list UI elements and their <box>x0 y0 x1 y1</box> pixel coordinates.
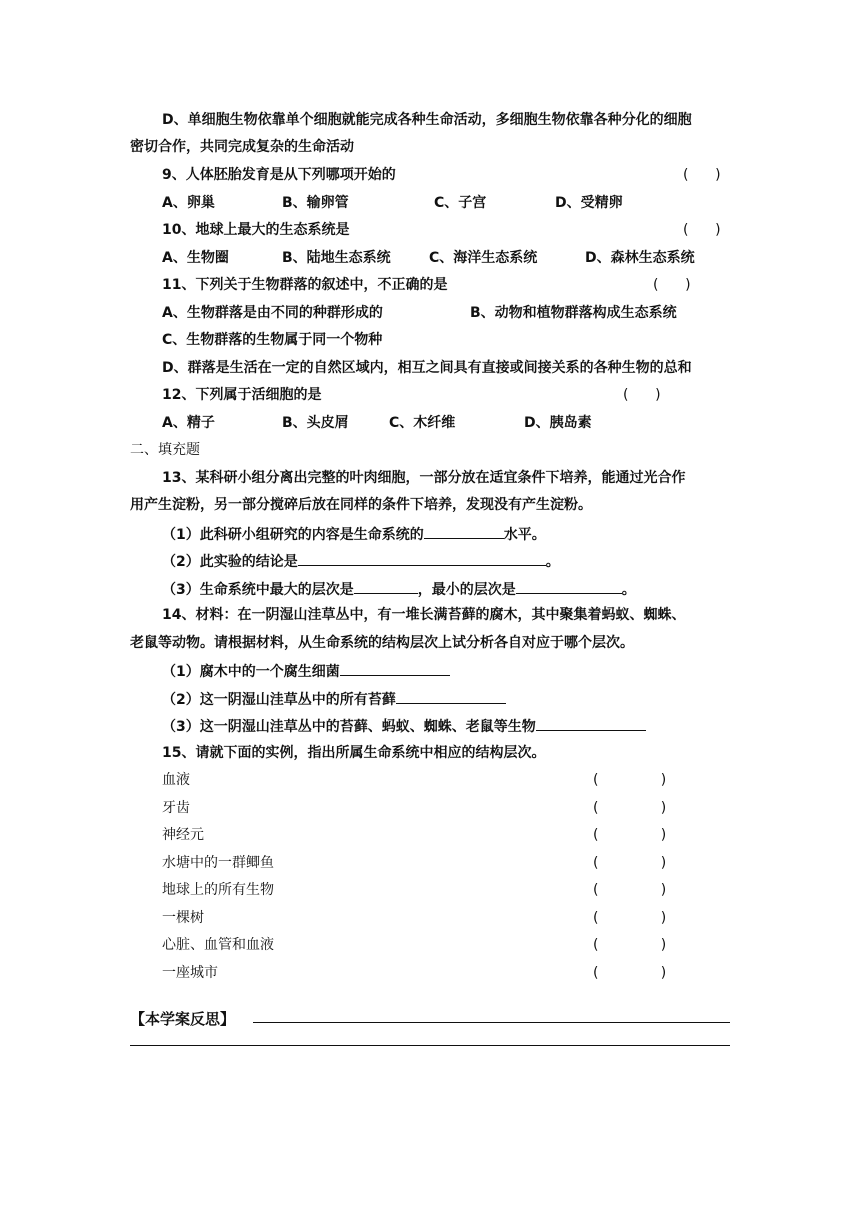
q15-item: 血液 <box>162 772 190 788</box>
q13-subq3-blank-largest[interactable] <box>354 579 418 594</box>
reflection-line-1[interactable] <box>253 1022 730 1023</box>
q15-answer-paren[interactable]: ( ) <box>593 772 667 788</box>
q14-subq1-blank[interactable] <box>340 661 450 676</box>
q13-subq2-suffix: 。 <box>545 554 560 570</box>
q13-subq3-mid: ，最小的层次是 <box>417 582 516 598</box>
q13-subq1-suffix: 水平。 <box>503 527 546 543</box>
q10-stem: 10、地球上最大的生态系统是 <box>162 222 350 238</box>
q10-option-c: C、海洋生态系统 <box>429 250 538 266</box>
q15-item: 牙齿 <box>162 800 190 816</box>
q9-option-a: A、卵巢 <box>162 195 215 211</box>
q15-answer-paren[interactable]: ( ) <box>593 800 667 816</box>
q14-subq3 <box>162 716 646 736</box>
q15-stem: 15、请就下面的实例，指出所属生命系统中相应的结构层次。 <box>162 745 546 761</box>
q13-subq2 <box>162 551 560 571</box>
q12-option-c: C、木纤维 <box>389 415 456 431</box>
q9-option-d: D、受精卵 <box>555 195 623 211</box>
reflection-label: 【本学案反思】 <box>130 1010 236 1028</box>
q9-option-c: C、子宫 <box>434 195 487 211</box>
q13-subq2-blank[interactable] <box>298 551 546 566</box>
q15-answer-paren[interactable]: ( ) <box>593 937 667 953</box>
q15-item: 地球上的所有生物 <box>162 882 274 898</box>
q13-subq3-text: （3）生命系统中最大的层次是 <box>162 582 354 598</box>
q11-option-a: A、生物群落是由不同的种群形成的 <box>162 305 383 321</box>
q14-subq2-text: （2）这一阴湿山洼草丛中的所有苔藓 <box>162 692 396 708</box>
q14-subq1 <box>162 661 450 681</box>
q9-option-b: B、输卵管 <box>282 195 349 211</box>
q13-stem-line2: 用产生淀粉，另一部分搅碎后放在同样的条件下培养，发现没有产生淀粉。 <box>130 497 592 513</box>
q8-option-d-line2: 密切合作，共同完成复杂的生命活动 <box>130 139 354 155</box>
q15-item: 一座城市 <box>162 965 218 981</box>
q15-item: 心脏、血管和血液 <box>162 937 274 953</box>
q13-subq1-blank[interactable] <box>424 524 504 539</box>
q13-subq3-blank-smallest[interactable] <box>516 579 622 594</box>
q10-option-b: B、陆地生态系统 <box>282 250 391 266</box>
q13-subq1-text: （1）此科研小组研究的内容是生命系统的 <box>162 527 424 543</box>
q11-option-d: D、群落是生活在一定的自然区域内，相互之间具有直接或间接关系的各种生物的总和 <box>162 360 692 376</box>
reflection-line-2[interactable] <box>130 1045 730 1046</box>
q12-option-a: A、精子 <box>162 415 215 431</box>
q15-answer-paren[interactable]: ( ) <box>593 882 667 898</box>
q14-subq1-text: （1）腐木中的一个腐生细菌 <box>162 664 340 680</box>
q11-option-c: C、生物群落的生物属于同一个物种 <box>162 332 383 348</box>
q12-answer-paren: ( ) <box>623 387 661 403</box>
q15-item: 神经元 <box>162 827 204 843</box>
q10-option-a: A、生物圈 <box>162 250 229 266</box>
q12-option-d: D、胰岛素 <box>524 415 592 431</box>
q10-answer-paren: ( ) <box>683 222 721 238</box>
q13-subq3 <box>162 579 636 599</box>
q14-subq2-blank[interactable] <box>396 689 506 704</box>
q14-stem-line2: 老鼠等动物。请根据材料，从生命系统的结构层次上试分析各自对应于哪个层次。 <box>130 635 634 651</box>
q14-stem-line1: 14、材料：在一阴湿山洼草丛中，有一堆长满苔藓的腐木，其中聚集着蚂蚁、蜘蛛、 <box>162 607 686 623</box>
q15-item: 一棵树 <box>162 910 204 926</box>
q11-option-b: B、动物和植物群落构成生态系统 <box>470 305 677 321</box>
q15-answer-paren[interactable]: ( ) <box>593 855 667 871</box>
q15-item: 水塘中的一群鲫鱼 <box>162 855 274 871</box>
q8-option-d-line1: D、单细胞生物依靠单个细胞就能完成各种生命活动，多细胞生物依靠各种分化的细胞 <box>162 112 692 128</box>
q13-subq1 <box>162 524 546 544</box>
q14-subq3-text: （3）这一阴湿山洼草丛中的苔藓、蚂蚁、蜘蛛、老鼠等生物 <box>162 719 536 735</box>
section-heading-fill-in: 二、填充题 <box>130 442 200 458</box>
q10-option-d: D、森林生态系统 <box>585 250 695 266</box>
q14-subq3-blank[interactable] <box>536 716 646 731</box>
q15-answer-paren[interactable]: ( ) <box>593 827 667 843</box>
q12-stem: 12、下列属于活细胞的是 <box>162 387 322 403</box>
q15-answer-paren[interactable]: ( ) <box>593 910 667 926</box>
q15-answer-paren[interactable]: ( ) <box>593 965 667 981</box>
q13-stem-line1: 13、某科研小组分离出完整的叶肉细胞，一部分放在适宜条件下培养，能通过光合作 <box>162 470 686 486</box>
q14-subq2 <box>162 689 506 709</box>
q11-answer-paren: ( ) <box>653 277 691 293</box>
q9-answer-paren: ( ) <box>683 167 721 183</box>
q11-stem: 11、下列关于生物群落的叙述中，不正确的是 <box>162 277 448 293</box>
q9-stem: 9、人体胚胎发育是从下列哪项开始的 <box>162 167 396 183</box>
q13-subq3-suffix: 。 <box>621 582 636 598</box>
q12-option-b: B、头皮屑 <box>282 415 349 431</box>
q13-subq2-text: （2）此实验的结论是 <box>162 554 298 570</box>
